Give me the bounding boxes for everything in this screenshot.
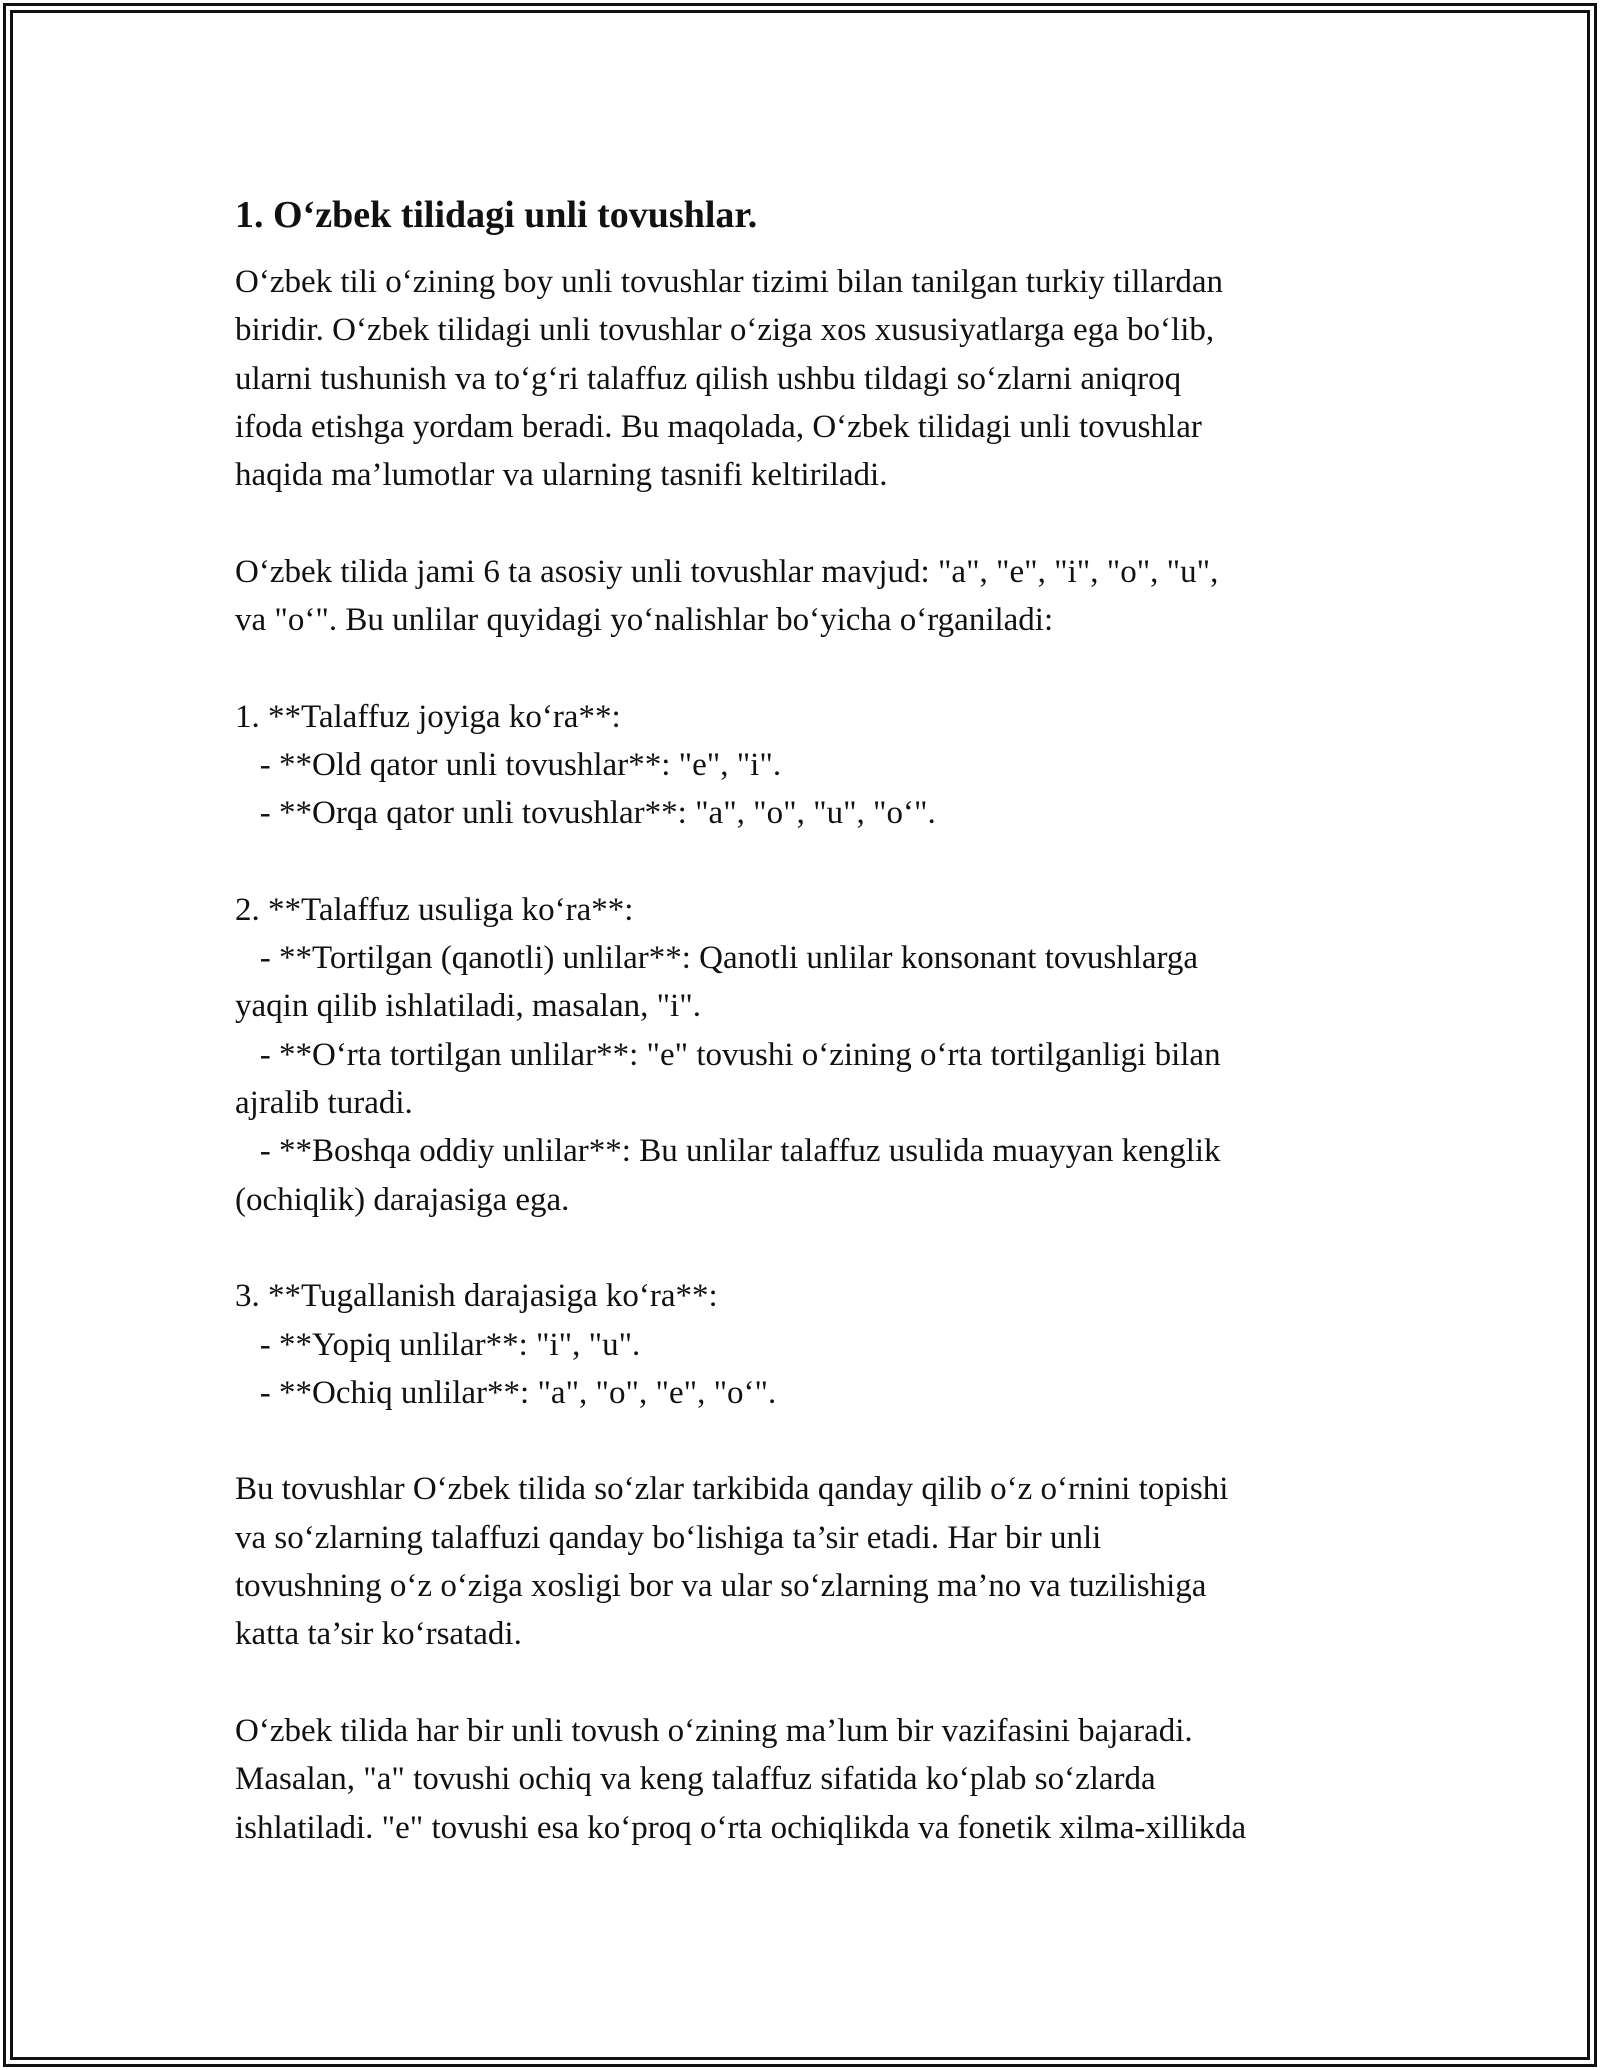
list-item-place: 1. **Talaffuz joyiga ko‘ra**: - **Old qator unli tovushlar**: "e", "i". - **Orqa qator unli tovushlar**: "a", "o", "u", "o‘". [235, 698, 936, 832]
paragraph-vowel-count: O‘zbek tilida jami 6 ta asosiy unli tovushlar mavjud: "a", "e", "i", "o", "u", va "o‘". Bu unlilar quyidagi yo‘nalishlar bo‘yicha o‘rganiladi: [235, 553, 1219, 639]
paragraph-intro: O‘zbek tili o‘zining boy unli tovushlar tizimi bilan tanilgan turkiy tillardan biridir. O‘zbek tilidagi unli tovushlar o‘ziga xos xususiyatlarga ega bo‘lib, ularni tushunish va to‘g‘ri talaffuz qilish ushbu tildagi so‘zlarni aniqroq ifoda etishga yordam beradi. Bu maqolada, O‘zbek tilidagi unli tovushlar haqida ma’lumotlar va ularning tasnifi keltiriladi. [235, 264, 1223, 494]
paragraph-gap [235, 1659, 1375, 1707]
paragraph-gap [235, 499, 1375, 547]
section-title: 1. O‘zbek tilidagi unli tovushlar. [235, 194, 758, 236]
paragraph-gap [235, 1224, 1375, 1272]
list-item-manner: 2. **Talaffuz usuliga ko‘ra**: - **Tortilgan (qanotli) unlilar**: Qanotli unlilar konsonant tovushlarga yaqin qilib ishlatiladi, masalan, "i". - **O‘rta tortilgan unlilar**: "e" tovushi o‘zining o‘rta tortilganligi bilan ajralib turadi. - **Boshqa oddiy unlilar**: Bu unlilar talaffuz usulida muayyan kenglik (ochiqlik) darajasiga ega. [235, 891, 1221, 1218]
document-body [235, 186, 1375, 1852]
paragraph-functions: O‘zbek tilida har bir unli tovush o‘zining ma’lum bir vazifasini bajaradi. Masalan, "a" tovushi ochiq va keng talaffuz sifatida ko‘plab so‘zlarda ishlatiladi. "e" tovushi esa ko‘proq o‘rta ochiqlikda va fonetik xilma-xillikda [235, 1712, 1247, 1846]
paragraph-gap [235, 644, 1375, 692]
paragraph-role-in-words: Bu tovushlar O‘zbek tilida so‘zlar tarkibida qanday qilib o‘z o‘rnini topishi va so‘zlarning talaffuzi qanday bo‘lishiga ta’sir etadi. Har bir unli tovushning o‘z o‘ziga xosligi bor va ular so‘zlarning ma’no va tuzilishiga katta ta’sir ko‘rsatadi. [235, 1471, 1229, 1653]
paragraph-gap [235, 838, 1375, 886]
paragraph-gap [235, 1417, 1375, 1465]
list-item-closure: 3. **Tugallanish darajasiga ko‘ra**: - **Yopiq unlilar**: "i", "u". - **Ochiq unlilar**: "a", "o", "e", "o‘". [235, 1278, 777, 1411]
